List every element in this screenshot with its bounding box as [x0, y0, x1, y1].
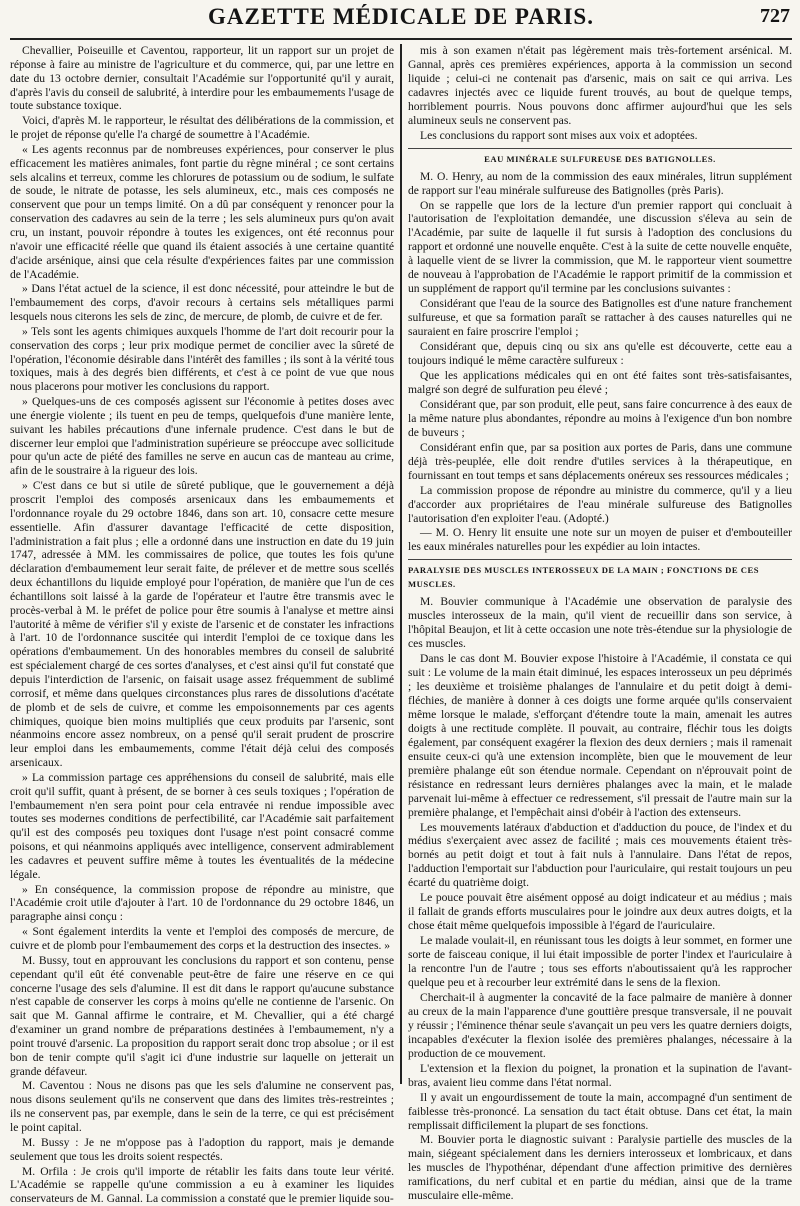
column-divider [400, 44, 402, 1084]
paragraph: Considérant que, depuis cinq ou six ans qu'elle est découverte, cette eau a toujours indiqué le même caractère sulfureux : [408, 340, 792, 368]
paragraph: On se rappelle que lors de la lecture d'un premier rapport qui concluait à l'autorisation de l'exploitation demandée, une discussion s'éleva au sein de l'Académie, par suite de laquelle il fut sursis à l'adoption des conclusions du rapport et ordonné une nouvelle enquête. C'est à la suite de cette nouvelle enquête, à laquelle vient de se livrer la commission, que M. le rapporteur vient soumettre de nouveau à l'approbation de l'Académie le rapport primitif de la commission et un supplément de rapport qu'il termine par les conclusions suivantes : [408, 199, 792, 297]
paragraph: M. Bussy : Je ne m'oppose pas à l'adoption du rapport, mais je demande seulement que tous les droits soient respectés. [10, 1136, 394, 1164]
paragraph: La commission propose de répondre au ministre du commerce, qu'il y a lieu d'accorder aux propriétaires de l'eau minérale sulfureuse des Batignolles l'autorisation d'en exploiter l'eau. (Adopté.) [408, 484, 792, 526]
paragraph: Le pouce pouvait être aisément opposé au doigt indicateur et au médius ; mais il fallait de grands efforts musculaires pour le joindre aux deux autres doigts, et la chose était même quelquefois impossible à l'égard de l'auriculaire. [408, 891, 792, 933]
paragraph: M. Orfila : Je crois qu'il importe de rétablir les faits dans toute leur vérité. L'Académie se rappelle qu'une commission a eu à examiner les liquides conservateurs de M. Gannal. La commission a constaté que le premier liquide sou- [10, 1165, 394, 1206]
masthead [10, 0, 792, 40]
paragraph: Chevallier, Poiseuille et Caventou, rapporteur, lit un rapport sur un projet de réponse à faire au ministre de l'agriculture et du commerce, qui, par une lettre en date du 13 octobre dernier, consultait l'Académie sur l'opportunité qu'il y aurait, d'après l'avis du conseil de salubrité, à interdire pour les embaumements l'usage de toute substance toxique. [10, 44, 394, 113]
left-column [10, 44, 394, 1084]
paragraph: L'extension et la flexion du poignet, la pronation et la supination de l'avant-bras, avaient lieu comme dans l'état normal. [408, 1062, 792, 1090]
paragraph: M. Caventou : Nous ne disons pas que les sels d'alumine ne conservent pas, nous disons seulement qu'ils ne conservent que dans des limites très-restreintes ; ils ne conservent pas, par exemple, dans le sein de la terre, ce qui est précisément le point capital. [10, 1079, 394, 1134]
paragraph: Considérant que l'eau de la source des Batignolles est d'une nature franchement sulfureuse, et que sa formation paraît se rattacher à des causes naturelles qui ne sauraient en faire proscrire l'emploi ; [408, 297, 792, 339]
journal-title: GAZETTE MÉDICALE DE PARIS. [10, 4, 792, 30]
paragraph: » C'est dans ce but si utile de sûreté publique, que le gouvernement a déjà proscrit l'emploi des composés arsenicaux dans les embaumements et l'ordonnance royale du 29 octobre 1846, dans son art. 10, consacre cette mesure essentielle. Afin d'assurer davantage l'efficacité de cette disposition, l'administration a fait plus ; elle a ordonné dans une instruction en date du 19 juin 1747, adressée à MM. les commissaires de police, que toutes les fois qu'une déclaration d'embaumement leur serait faite, de prélever et de mettre sous scellés deux échantillons du liquide employé pour l'opération, de manière que l'un de ces échantillons soit laissé à la garde de l'opérateur et l'autre être transmis avec le procès-verbal à M. le préfet de police pour être soumis à l'analyse et mettre ainsi l'autorité à même de vérifier s'il y existe de l'arsenic et de constater les infractions à l'art. 10 de l'ordonnance suscitée qui interdit l'emploi de ce toxique dans les opérations d'embaumement. Un des honorables membres du conseil de salubrité est spécialement chargé de ces sortes d'analyses, et c'est ainsi qu'il fut constaté que depuis l'interdiction de l'arsenic, on faisait usage assez fréquemment de sublimé corrosif, et même dans quelques circonstances plus rares de dissolutions d'acétate de plomb et de sels de cuivre, et comme les empoisonnements par ces agents chimiques, quoique bien moins multipliés que ceux produits par l'arsenic, sont néanmoins encore assez nombreux, on a pensé qu'il serait prudent de proscrire leur emploi dans les embaumements, comme l'était déjà celui des composés arsenicaux. [10, 479, 394, 770]
paragraph: Considérant que, par son produit, elle peut, sans faire concurrence à des eaux de la même nature plus abondantes, répondre au moins à l'exigence d'un bon nombre de buveurs ; [408, 398, 792, 440]
paragraph: » Tels sont les agents chimiques auxquels l'homme de l'art doit recourir pour la conservation des corps ; leur prix modique permet de concilier avec la sûreté de l'opération, l'économie désirable dans l'intérêt des familles ; ils sont à la vérité tous toxiques, mais à des degrés bien différents, et c'est à ce point de vue que nous nous placerons pour motiver les conclusions du rapport. [10, 325, 394, 394]
page-number: 727 [760, 5, 790, 28]
paragraph: — M. O. Henry lit ensuite une note sur un moyen de puiser et d'embouteiller les eaux minérales naturelles pour les expédier au loin intactes. [408, 526, 792, 554]
continued-report [408, 44, 792, 143]
section-batignolles [408, 170, 792, 555]
paragraph: Il y avait un engourdissement de toute la main, accompagné d'un sentiment de faiblesse très-prononcé. La sensation du tact était obtuse. Dans cet état, la main remplissait difficilement la plupart de ses fonctions. [408, 1091, 792, 1133]
paragraph: » En conséquence, la commission propose de répondre au ministre, que l'Académie croit utile d'ajouter à l'art. 10 de l'ordonnance du 29 octobre 1846, un paragraphe ainsi conçu : [10, 883, 394, 925]
paragraph: M. Bouvier porta le diagnostic suivant : Paralysie partielle des muscles de la main, siégeant spécialement dans les derniers interosseux et lombricaux, et dans les muscles de l'hypothénar, dépendant d'une affection primitive des dernières ramifications, du nerf cubital et en partie du médian, ainsi que de la trame musculaire elle-même. [408, 1133, 792, 1203]
section-heading-batignolles: EAU MINÉRALE SULFUREUSE DES BATIGNOLLES. [408, 148, 792, 167]
section-heading-paralysie: PARALYSIE DES MUSCLES INTEROSSEUX DE LA MAIN ; FONCTIONS DE CES MUSCLES. [408, 559, 792, 592]
paragraph: Considérant enfin que, par sa position aux portes de Paris, dans une commune déjà très-peuplée, elle doit rendre d'utiles services à la thérapeutique, en fournissant en tout temps et sans déplacements onéreux ses ressources médicales ; [408, 441, 792, 483]
paragraph: Cherchait-il à augmenter la concavité de la face palmaire de manière à donner au creux de la main l'apparence d'une gouttière presque transversale, il ne pouvait y réussir ; l'éminence thénar seule s'avançait un peu vers les quatre derniers doigts, incapables d'exécuter la flexion isolée des premières phalanges, nécessaire à la production de ce mouvement. [408, 991, 792, 1061]
paragraph: M. Bouvier communique à l'Académie une observation de paralysie des muscles interosseux de la main, qu'il vient de recueillir dans son service, à l'hôpital Beaujon, et lit à cette occasion une note très-étendue sur la physiologie de ces muscles. [408, 595, 792, 651]
paragraph: » Quelques-uns de ces composés agissent sur l'économie à petites doses avec une énergie violente ; ils tuent en peu de temps, quelquefois d'une manière lente, suivant les habiles précautions d'une infernale prudence. C'est dans le but de discerner leur emploi que l'administration supérieure se préoccupe avec sollicitude pour qu'un acte de piété des familles ne serve en aucun cas de manteau au crime, afin de le soustraire à la rigueur des lois. [10, 395, 394, 478]
paragraph: Que les applications médicales qui en ont été faites sont très-satisfaisantes, malgré son degré de sulfuration peu élevé ; [408, 369, 792, 397]
right-column [408, 44, 792, 1084]
paragraph: » La commission partage ces appréhensions du conseil de salubrité, mais elle croit qu'il suffit, quant à présent, de se borner à ces seuls toxiques ; l'opération de l'embaumement n'en sera point pour cela entravée ni rendue impossible avec toutes ses modernes conditions de perfectibilité, car l'Académie sait parfaitement qu'il est des composés peu toxiques dont l'usage n'est point consacré comme poisons, et qui néanmoins appliqués avec intelligence, conservent admirablement les cadavres et peuvent suffire même à toutes les éventualités de la médecine légale. [10, 771, 394, 882]
paragraph: mis à son examen n'était pas légèrement mais très-fortement arsénical. M. Gannal, après ces premières expériences, apporta à la commission un second liquide ; celui-ci ne contenait pas d'arsenic, mais on sait ce qui arriva. Les cadavres injectés avec ce liquide furent trouvés, au bout de quelque temps, horriblement pourris. Nous pouvons donc affirmer aujourd'hui que les sels alumineux seuls ne conservent pas. [408, 44, 792, 128]
paragraph: » Dans l'état actuel de la science, il est donc nécessité, pour atteindre le but de l'embaumement des corps, d'avoir recours à certains sels métalliques parmi lesquels nous citerons les sels de zinc, de mercure, de plomb, de cuivre et de fer. [10, 282, 394, 324]
paragraph: « Sont également interdits la vente et l'emploi des composés de mercure, de cuivre et de plomb pour l'embaumement des corps et la destruction des insectes. » [10, 925, 394, 953]
section-paralysie [408, 595, 792, 1203]
paragraph: Le malade voulait-il, en réunissant tous les doigts à leur sommet, en former une sorte de faisceau conique, il lui était impossible de porter l'index et l'auriculaire à la rencontre l'un de l'autre ; tous ses efforts n'aboutissaient qu'à les rapprocher quelque peu et à recourber leur extrémité dans le sens de la flexion. [408, 934, 792, 990]
paragraph: Les mouvements latéraux d'abduction et d'adduction du pouce, de l'index et du médius s'exerçaient avec assez de facilité ; mais ces mouvements étaient très-bornés au petit doigt et tout à fait nuls à l'annulaire. Dans l'état de repos, l'adduction l'emportait sur l'abduction pour l'auriculaire, qui restait toujours un peu écarté du quatrième doigt. [408, 821, 792, 891]
paragraph: M. O. Henry, au nom de la commission des eaux minérales, litrun supplément de rapport sur l'eau minérale sulfureuse des Batignolles (près Paris). [408, 170, 792, 198]
paragraph: « Les agents reconnus par de nombreuses expériences, pour conserver le plus efficacement les matières animales, font partie du règne minéral ; ce sont certains sels alcalins et terreux, comme les chlorures de potassium ou de sodium, le sulfate de soude, le nitrate de potasse, les sels alumineux, etc., mais ces composés ne conservent que pour un temps limité. On a dû par conséquent y renoncer pour la conservation des cadavres au sein de la terre ; les sels alumineux purs qu'on avait cru, un instant, pouvoir répondre à toutes les exigences, ont été reconnus pour n'avoir une efficacité réelle que quand ils étaient associés à une certaine quantité d'acide arsénique, ainsi que cela résulte d'expériences faites par une commission de l'Académie. [10, 143, 394, 281]
paragraph: Voici, d'après M. le rapporteur, le résultat des délibérations de la commission, et le projet de réponse qu'elle l'a chargé de soumettre à l'Académie. [10, 114, 394, 142]
text-columns [10, 40, 792, 1084]
paragraph: Dans le cas dont M. Bouvier expose l'histoire à l'Académie, il constata ce qui suit : Le volume de la main était diminué, les espaces interosseux un peu déprimés ; les deuxième et troisième phalanges de l'annulaire et du petit doigt à demi-fléchies, de manière à donner à ces doigts une forme arquée qu'ils conservaient même lorsque le malade, s'efforçant d'étendre toute la main, amenait les autres doigts à une rectitude complète. Il pouvait, au contraire, fléchir tous les doigts également, par conséquent exagérer la flexion des deux derniers ; mais il ramenait ensuite ceux-ci qu'à une extension incomplète, bien que le mouvement de leur première phalange eût son étendue normale. Cependant on n'éprouvait point de résistance en redressant leurs dernières phalanges avec la main, et le malade parvenait lui-même à effectuer ce redressement, s'il pressait de l'autre main sur la première phalange, et l'empêchait ainsi d'obéir à l'action des extenseurs. [408, 652, 792, 819]
paragraph: M. Bussy, tout en approuvant les conclusions du rapport et son contenu, pense cependant qu'il eût été convenable peut-être de faire une réserve en ce qui concerne l'usage des sels d'alumine. Il est dit dans le rapport qu'aucune substance n'est capable de conserver les corps à moins qu'elle ne contienne de l'arsenic. On sait que M. Gannal affirme le contraire, et M. Chevallier, qui a été chargé d'examiner un grand nombre de préparations destinées à l'embaumement, n'y a point trouvé d'arsenic. La proposition du rapport serait donc trop absolue ; or il est bon de tenir compte qu'il s'agit ici d'une industrie sur laquelle on jetterait un grande défaveur. [10, 954, 394, 1079]
paragraph: Les conclusions du rapport sont mises aux voix et adoptées. [408, 129, 792, 143]
